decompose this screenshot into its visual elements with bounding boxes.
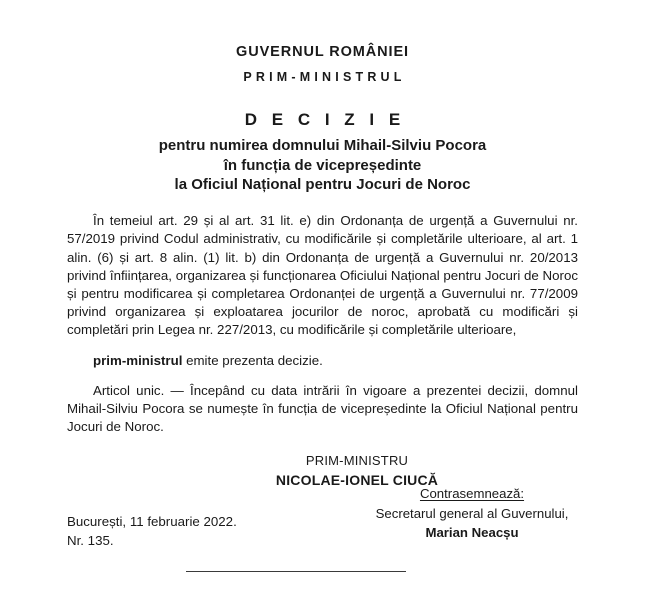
document-number: Nr. 135. [67,532,114,548]
preamble-paragraph: În temeiul art. 29 și al art. 31 lit. e) din Ordonanța de urgență a Guvernului nr. 57/2019 privind Codul administrativ, cu modificările și completările ulterioare, al art. 1 alin. (6) și art. 8 alin. (1) lit. b) din Ordonanța de urgență a Guvernului nr. 20/2013 privind înființarea, organizarea și funcționarea Oficiului Național pentru Jocuri de Noroc și pentru modificarea și completarea Ordonanței de urgență a Guvernului nr. 77/2009 privind organizarea și exploatarea jocurilor de noroc, aprobată cu modificări și completări prin Legea nr. 227/2013, cu modificările și completările ulterioare, [67,213,578,338]
countersignature-block [362,485,582,542]
document-body [67,195,578,540]
subtitle-line-2: în funcția de vicepreședinte [223,156,422,174]
place-and-date: București, 11 februarie 2022. [67,514,237,529]
office-heading: PRIM-MINISTRUL [243,70,406,85]
document-title-block [0,109,645,195]
document-masthead [0,0,645,86]
document-footer [67,513,237,550]
enacting-subject: prim-ministrul [93,352,183,368]
countersign-name: Marian Neacșu [425,524,519,540]
prime-minister-name: NICOLAE-IONEL CIUCĂ [275,472,439,489]
document-subtitle [0,136,645,195]
enacting-paragraph [67,352,578,370]
article-paragraph: Articol unic. — Începând cu data intrării în vigoare a prezentei decizii, domnul Mihail-Silviu Pocora se numește în funcția de vicepreședinte la Oficiul Național pentru Jocuri de Noroc. [67,382,578,435]
subtitle-line-1: pentru numirea domnului Mihail-Silviu Pocora [158,136,487,154]
prime-minister-role: PRIM-MINISTRU [305,453,409,469]
document-type-title: D E C I Z I E [244,109,406,129]
subtitle-line-3: la Oficiul Național pentru Jocuri de Noroc [174,176,471,194]
bottom-divider [186,571,406,572]
government-heading: GUVERNUL ROMÂNIEI [236,44,409,60]
prime-minister-signature-block [192,452,522,489]
enacting-predicate: emite prezenta decizie. [182,352,323,368]
countersign-role: Secretarul general al Guvernului, [375,505,569,521]
countersign-label: Contrasemnează: [419,486,525,502]
